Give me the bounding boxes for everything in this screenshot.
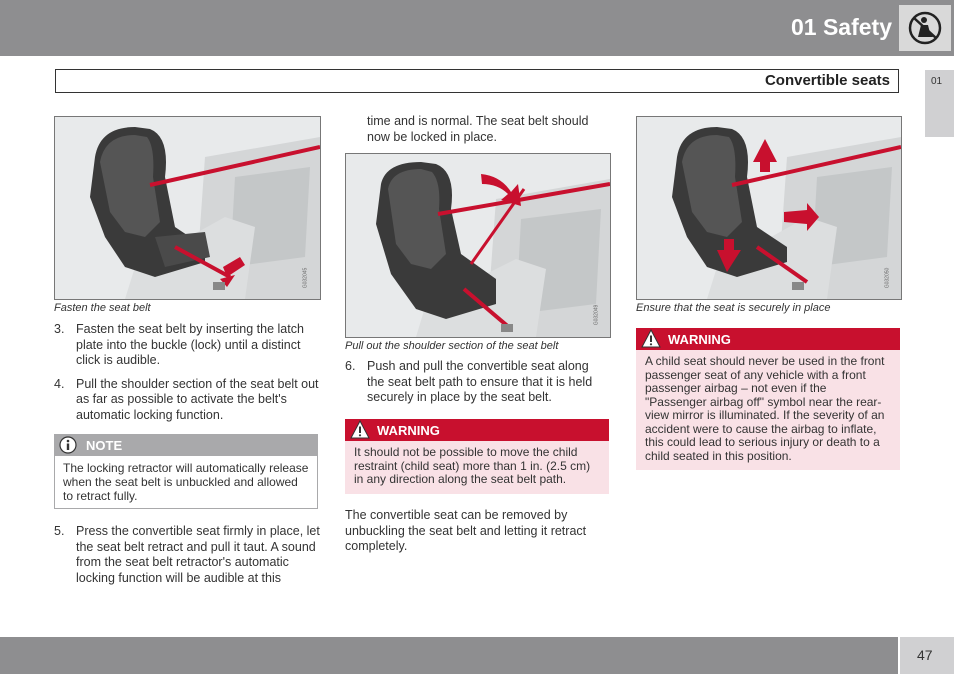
figure-caption: Fasten the seat belt xyxy=(54,302,151,314)
chapter-tab-label: 01 xyxy=(931,76,943,87)
step-text: Fasten the seat belt by inserting the latch plate into the buckle (lock) until a distinct click is audible. xyxy=(76,322,304,367)
step-5 xyxy=(54,524,322,586)
step-number: 6. xyxy=(345,359,356,373)
continued-text: time and is normal. The seat belt should now be locked in place. xyxy=(367,114,589,144)
figure-fasten-seat-belt xyxy=(54,116,321,300)
figure-id: G032049 xyxy=(593,304,600,326)
warning-triangle-icon xyxy=(350,420,370,443)
step-number: 4. xyxy=(54,376,65,391)
child-seat-illustration xyxy=(637,117,901,299)
warning-header xyxy=(636,328,900,350)
section-title: Convertible seats xyxy=(764,72,890,89)
step-text: Push and pull the convertible seat along the seat belt path to ensure that it is held securely in place by the seat belt. xyxy=(367,359,593,404)
step-text: Press the convertible seat firmly in place, let the seat belt retract and pull it taut. A sound from the seat belt retractor's automatic locking function will be audible at this xyxy=(76,524,320,585)
step-number: 5. xyxy=(54,524,65,538)
section-header xyxy=(55,69,899,93)
figure-pull-shoulder-belt xyxy=(345,153,611,338)
steps-list xyxy=(54,322,322,423)
warning-box xyxy=(345,419,609,494)
figure-seat-secure xyxy=(636,116,902,300)
warning-header xyxy=(345,419,609,441)
list-item xyxy=(54,377,322,424)
warning-title: WARNING xyxy=(668,332,731,347)
info-icon xyxy=(59,436,77,457)
figure-id: G032045 xyxy=(302,267,309,289)
step-6 xyxy=(345,359,607,406)
warning-title: WARNING xyxy=(377,423,440,438)
figure-caption: Pull out the shoulder section of the seat belt xyxy=(345,340,559,352)
step-number: 3. xyxy=(54,322,65,336)
figure-caption: Ensure that the seat is securely in place xyxy=(636,302,831,314)
warning-text: It should not be possible to move the child restraint (child seat) more than 1 in. (2.5 cm) in any direction along the seat belt path. xyxy=(345,441,609,494)
child-seat-illustration xyxy=(55,117,320,299)
note-text: The locking retractor will automatically release when the seat belt is unbuckled and allowed to retract fully. xyxy=(54,456,318,509)
seat-belt-airbag-icon xyxy=(899,5,951,51)
page-number-box xyxy=(900,637,954,674)
figure-id: G032050 xyxy=(884,267,891,289)
chapter-title: 01 Safety xyxy=(790,14,892,40)
page-number: 47 xyxy=(917,647,933,663)
warning-triangle-icon xyxy=(641,329,661,352)
warning-text: A child seat should never be used in the front passenger seat of any vehicle with a front passenger airbag – not even if the "Passenger airbag off" symbol near the rear-view mirror is illuminated. If the severity of an accident were to cause the airbag to inflate, this could lead to serious injury or death to a child seated in this position. xyxy=(636,350,900,470)
list-item xyxy=(54,524,322,586)
footer-bar xyxy=(0,637,898,674)
closing-text: The convertible seat can be removed by unbuckling the seat belt and letting it retract completely. xyxy=(345,508,587,553)
list-item xyxy=(345,359,607,406)
list-item xyxy=(54,322,322,369)
step-text: Pull the shoulder section of the seat belt out as far as possible to activate the belt's automatic locking function. xyxy=(76,376,319,422)
warning-box xyxy=(636,328,900,470)
note-box xyxy=(54,434,318,509)
note-title: NOTE xyxy=(86,438,123,453)
note-header xyxy=(54,434,318,456)
chapter-tab xyxy=(925,70,954,137)
child-seat-illustration xyxy=(346,154,610,337)
